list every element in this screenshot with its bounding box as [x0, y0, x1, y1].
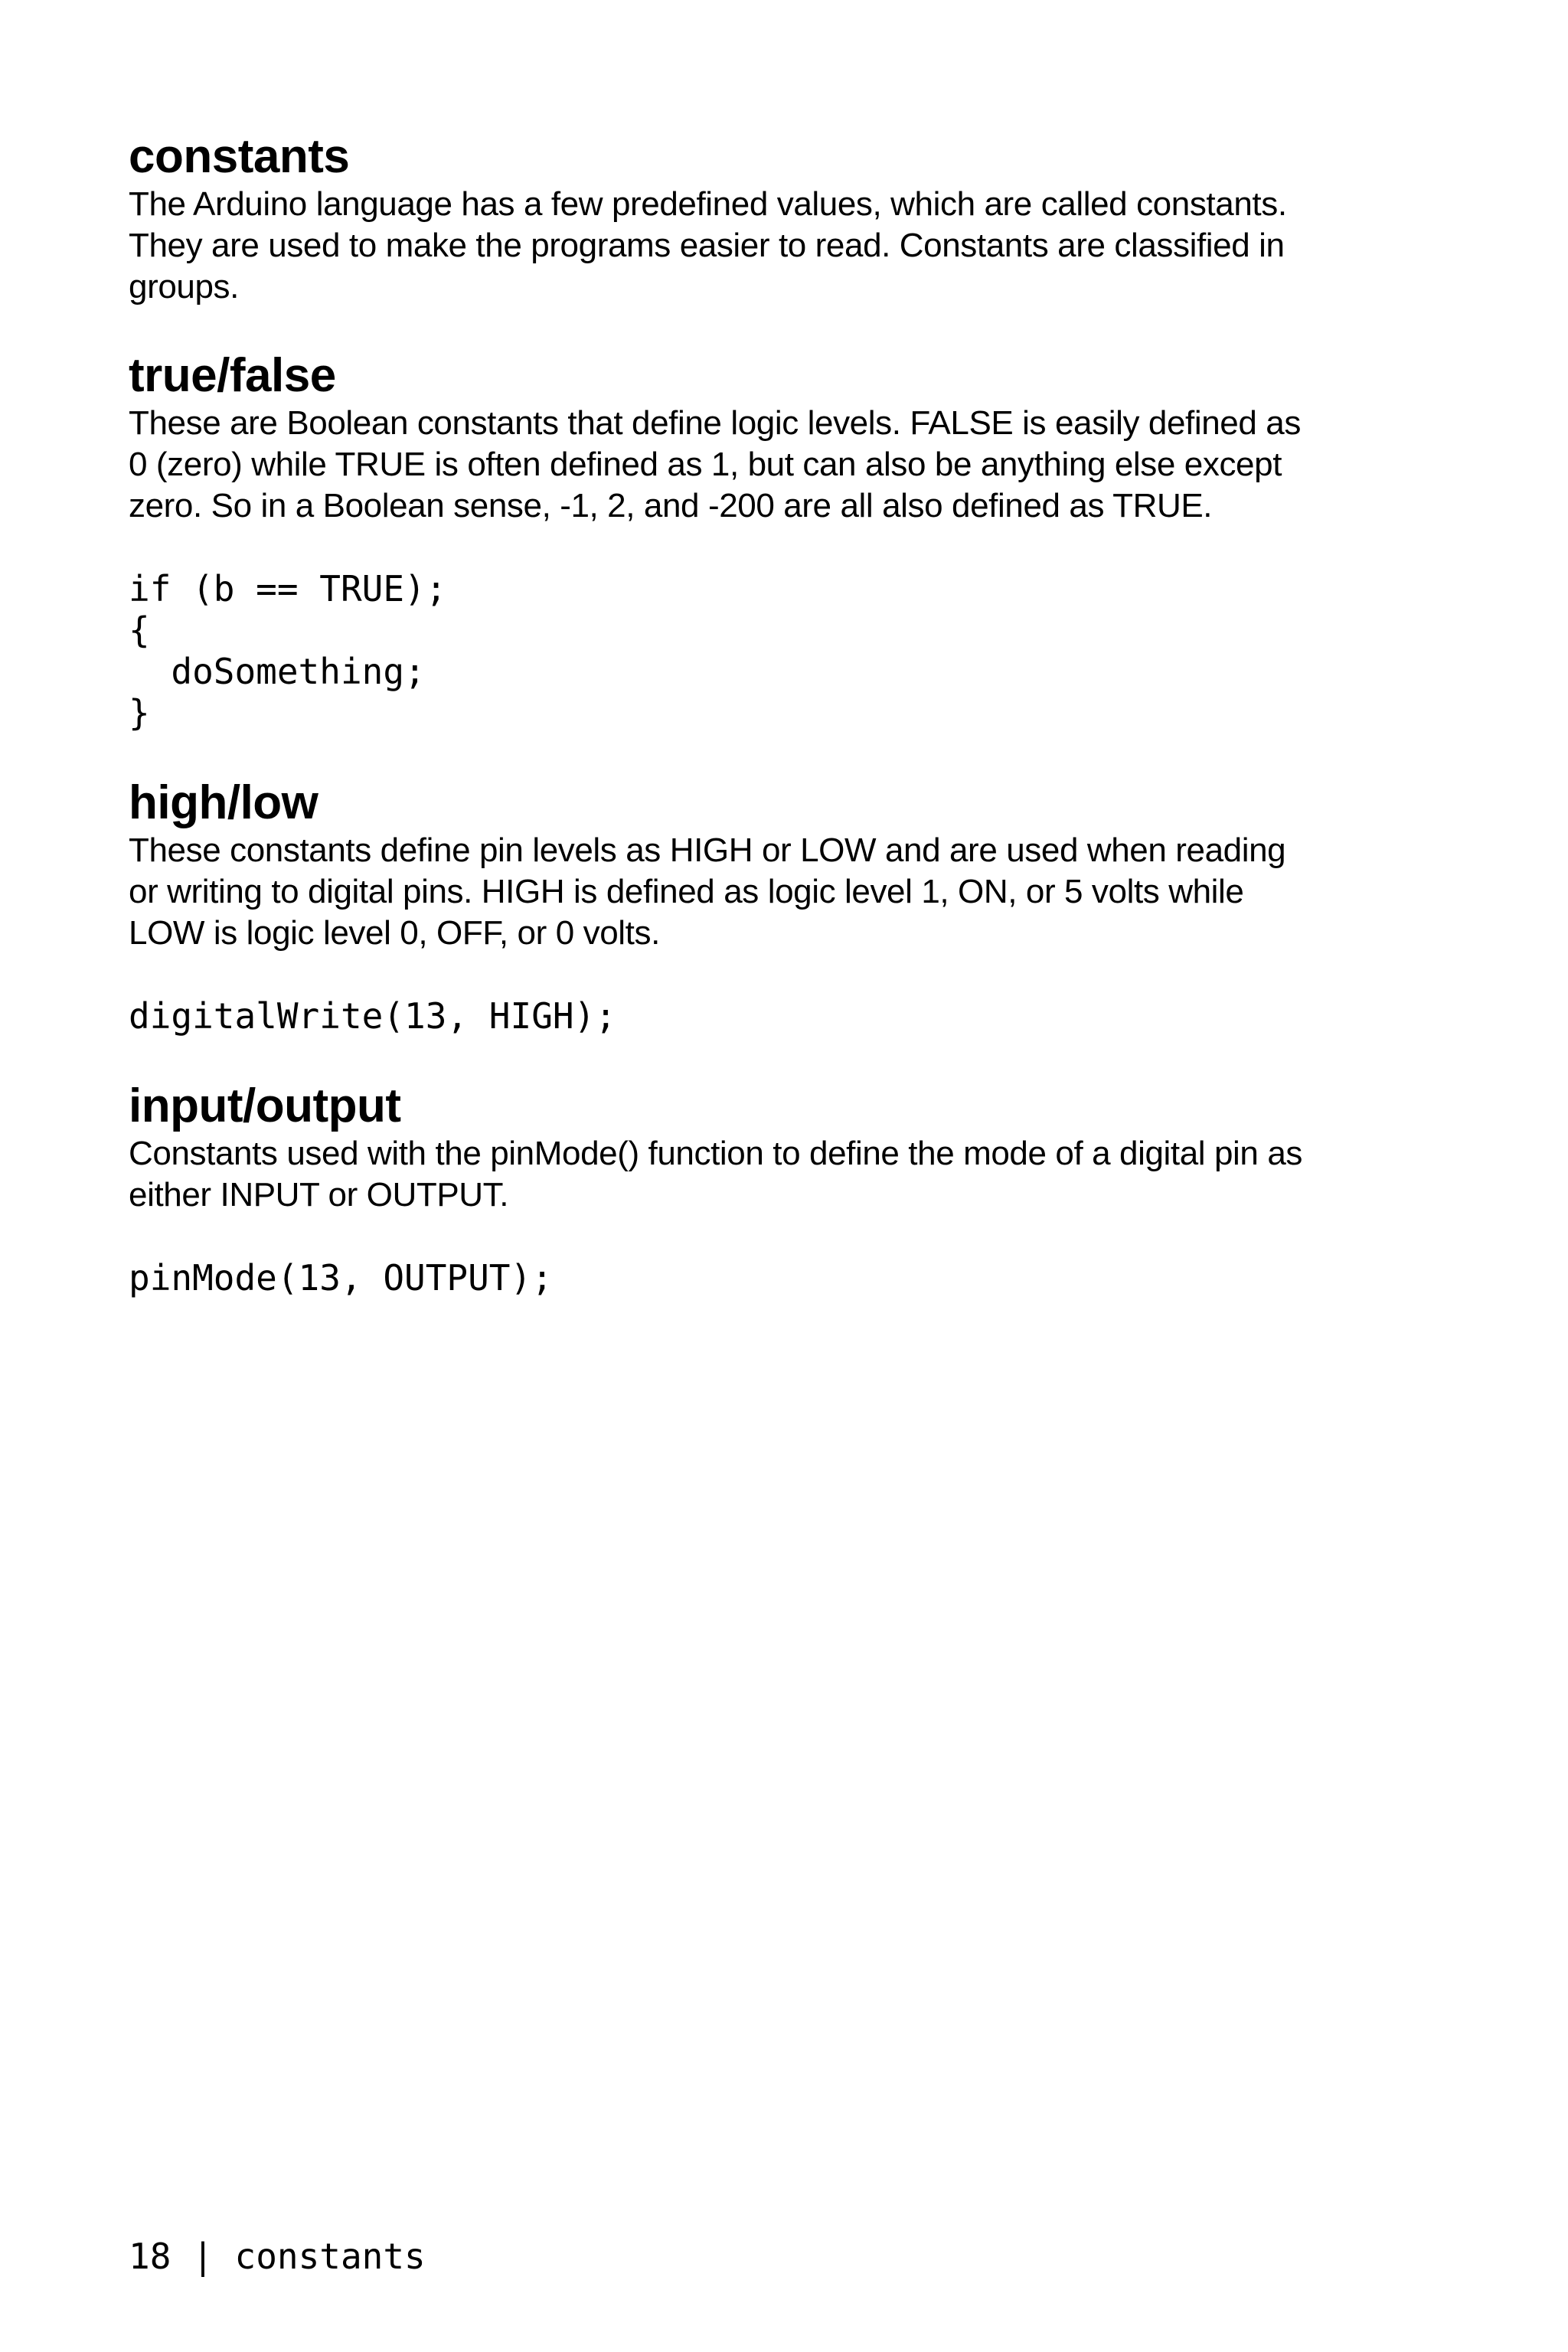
paragraph-line: LOW is logic level 0, OFF, or 0 volts. [129, 914, 660, 952]
paragraph-line: or writing to digital pins. HIGH is defined as logic level 1, ON, or 5 volts while [129, 873, 1244, 910]
section-true-false [129, 349, 1430, 733]
page-footer [129, 2236, 426, 2277]
section-heading: high/low [129, 776, 318, 829]
section-paragraph [129, 830, 1430, 954]
paragraph-line: 0 (zero) while TRUE is often defined as 1, but can also be anything else except [129, 446, 1282, 483]
section-heading: true/false [129, 349, 336, 402]
paragraph-line: They are used to make the programs easier to read. Constants are classified in [129, 227, 1285, 264]
paragraph-line: Constants used with the pinMode() function to define the mode of a digital pin as [129, 1135, 1302, 1172]
section-high-low [129, 776, 1430, 1037]
code-line: { [129, 609, 150, 651]
section-paragraph [129, 184, 1430, 308]
code-block [129, 995, 1430, 1037]
footer-separator: | [192, 2236, 214, 2277]
paragraph-line: either INPUT or OUTPUT. [129, 1176, 509, 1214]
code-line: } [129, 692, 150, 733]
page-content [129, 130, 1430, 1298]
paragraph-line: These constants define pin levels as HIGH or LOW and are used when reading [129, 831, 1286, 869]
paragraph-line: zero. So in a Boolean sense, -1, 2, and -200 are all also defined as TRUE. [129, 487, 1213, 524]
section-input-output [129, 1080, 1430, 1298]
paragraph-line: groups. [129, 268, 239, 305]
section-heading: input/output [129, 1080, 401, 1132]
code-block [129, 1257, 1430, 1298]
section-constants [129, 130, 1430, 308]
page-number: 18 [129, 2236, 172, 2277]
footer-section-name: constants [234, 2236, 426, 2277]
code-block [129, 568, 1430, 733]
code-line: digitalWrite(13, HIGH); [129, 995, 616, 1037]
section-paragraph [129, 403, 1430, 527]
code-line: doSomething; [129, 651, 426, 692]
paragraph-line: The Arduino language has a few predefined values, which are called constants. [129, 185, 1287, 223]
section-heading: constants [129, 130, 350, 183]
code-line: pinMode(13, OUTPUT); [129, 1257, 553, 1298]
paragraph-line: These are Boolean constants that define logic levels. FALSE is easily defined as [129, 404, 1301, 442]
code-line: if (b == TRUE); [129, 568, 447, 609]
section-paragraph [129, 1133, 1430, 1216]
